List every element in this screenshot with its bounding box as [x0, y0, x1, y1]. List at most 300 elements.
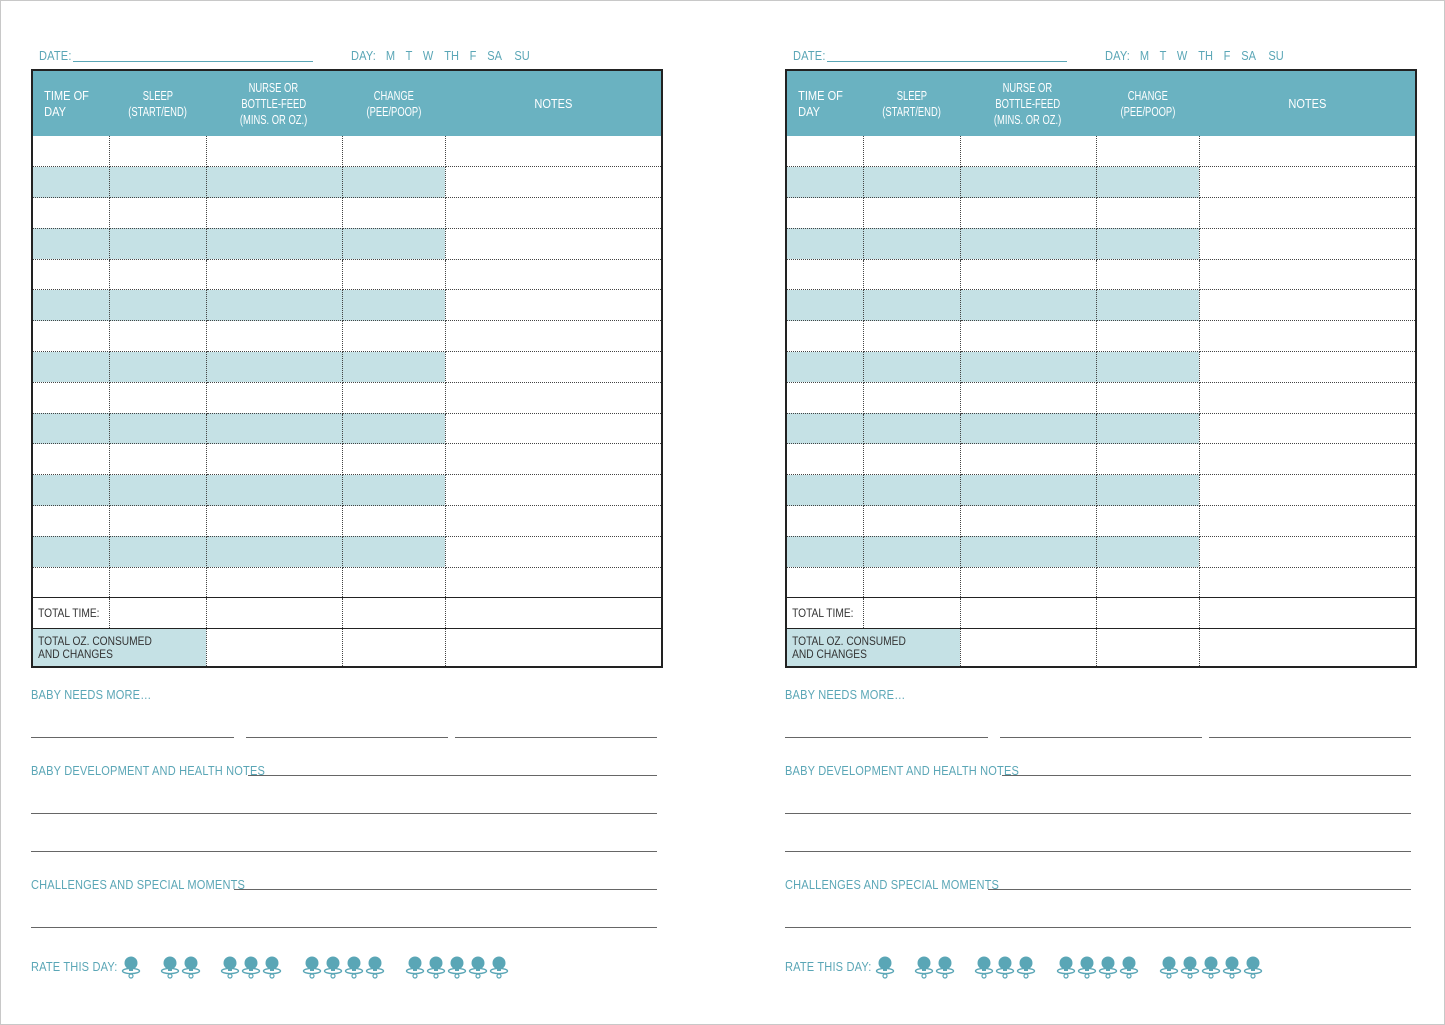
pacifier-icon [914, 955, 934, 979]
log-cell[interactable] [863, 506, 960, 537]
pacifier-icon [160, 955, 180, 979]
write-line[interactable] [31, 737, 234, 738]
log-cell[interactable] [1199, 536, 1416, 567]
log-cell[interactable] [445, 506, 662, 537]
baby-needs-more-label: BABY NEEDS MORE… [31, 687, 152, 702]
log-cell[interactable] [445, 413, 662, 444]
log-cell[interactable] [32, 506, 109, 537]
total-oz-row [32, 629, 662, 667]
rating-option-4[interactable] [302, 955, 386, 979]
write-line[interactable] [246, 737, 448, 738]
pacifier-icon [1222, 955, 1242, 979]
total-cell[interactable] [206, 598, 342, 629]
write-line[interactable] [1002, 775, 1411, 776]
write-line[interactable] [988, 889, 1411, 890]
log-cell[interactable] [1096, 167, 1199, 198]
pacifier-icon [489, 955, 509, 979]
log-cell[interactable] [445, 382, 662, 413]
log-cell[interactable] [1096, 259, 1199, 290]
log-cell[interactable] [1199, 259, 1416, 290]
log-cell[interactable] [960, 167, 1096, 198]
log-cell[interactable] [109, 290, 206, 321]
log-cell[interactable] [206, 536, 342, 567]
total-cell[interactable] [1199, 598, 1416, 629]
day-option[interactable]: SU [514, 48, 530, 63]
log-cell[interactable] [109, 259, 206, 290]
day-option[interactable]: SU [1268, 48, 1284, 63]
challenges-label: CHALLENGES AND SPECIAL MOMENTS [31, 877, 246, 892]
total-time-label-cell: TOTAL TIME: [786, 598, 863, 629]
table-row [32, 136, 662, 167]
log-cell[interactable] [445, 290, 662, 321]
table-row [786, 506, 1416, 537]
log-cell[interactable] [445, 228, 662, 259]
rating-option-2[interactable] [160, 955, 202, 979]
log-cell[interactable] [786, 567, 863, 598]
write-line[interactable] [455, 737, 657, 738]
log-cell[interactable] [1096, 136, 1199, 167]
log-cell[interactable] [960, 352, 1096, 383]
day-option[interactable]: M [1139, 48, 1150, 63]
day-option[interactable]: W [1176, 48, 1188, 63]
log-cell[interactable] [960, 413, 1096, 444]
log-cell[interactable] [960, 290, 1096, 321]
log-cell[interactable] [109, 228, 206, 259]
pacifier-icon [365, 955, 385, 979]
write-line[interactable] [31, 851, 657, 852]
log-cell[interactable] [206, 444, 342, 475]
total-cell[interactable] [863, 598, 960, 629]
log-cell[interactable] [786, 413, 863, 444]
challenges-label: CHALLENGES AND SPECIAL MOMENTS [785, 877, 1000, 892]
log-cell[interactable] [32, 444, 109, 475]
log-cell[interactable] [342, 167, 445, 198]
log-cell[interactable] [1199, 475, 1416, 506]
log-cell[interactable] [786, 228, 863, 259]
total-oz-label-cell: TOTAL OZ. CONSUMED AND CHANGES [786, 629, 960, 667]
log-cell[interactable] [863, 259, 960, 290]
table-row [32, 382, 662, 413]
rating-option-1[interactable] [875, 955, 896, 979]
log-cell[interactable] [1199, 567, 1416, 598]
log-cell[interactable] [863, 352, 960, 383]
day-option[interactable]: M [385, 48, 396, 63]
log-cell[interactable] [206, 382, 342, 413]
log-cell[interactable] [960, 444, 1096, 475]
table-row [786, 382, 1416, 413]
total-cell[interactable] [445, 598, 662, 629]
day-option[interactable]: SA [487, 48, 503, 63]
log-cell[interactable] [786, 475, 863, 506]
rating-option-2[interactable] [914, 955, 956, 979]
pacifier-icon [1201, 955, 1221, 979]
log-cell[interactable] [1096, 382, 1199, 413]
day-label: DAY: [351, 48, 377, 63]
log-cell[interactable] [206, 167, 342, 198]
write-line[interactable] [248, 775, 657, 776]
total-cell[interactable] [1096, 629, 1199, 667]
log-cell[interactable] [1096, 321, 1199, 352]
log-cell[interactable] [206, 290, 342, 321]
log-cell[interactable] [109, 382, 206, 413]
date-label: DATE: [39, 48, 72, 63]
log-cell[interactable] [109, 136, 206, 167]
log-cell[interactable] [786, 506, 863, 537]
log-cell[interactable] [786, 382, 863, 413]
log-cell[interactable] [960, 475, 1096, 506]
log-cell[interactable] [1199, 136, 1416, 167]
log-cell[interactable] [1199, 506, 1416, 537]
table-row [786, 136, 1416, 167]
log-cell[interactable] [32, 198, 109, 229]
pacifier-icon [426, 955, 446, 979]
log-cell[interactable] [786, 290, 863, 321]
pacifier-icon [875, 955, 895, 979]
log-cell[interactable] [445, 475, 662, 506]
log-cell[interactable] [445, 444, 662, 475]
day-option[interactable]: TH [1198, 48, 1214, 63]
log-cell[interactable] [109, 444, 206, 475]
table-row [786, 259, 1416, 290]
pacifier-icon [302, 955, 322, 979]
log-cell[interactable] [960, 259, 1096, 290]
log-cell[interactable] [863, 321, 960, 352]
table-row [32, 259, 662, 290]
log-cell[interactable] [786, 536, 863, 567]
log-cell[interactable] [786, 352, 863, 383]
log-cell[interactable] [109, 506, 206, 537]
log-cell[interactable] [206, 475, 342, 506]
log-cell[interactable] [206, 352, 342, 383]
log-cell[interactable] [445, 136, 662, 167]
total-cell[interactable] [109, 598, 206, 629]
total-time-row [32, 598, 662, 629]
pacifier-icon [241, 955, 261, 979]
write-line[interactable] [785, 737, 988, 738]
table-row [32, 475, 662, 506]
log-cell[interactable] [206, 413, 342, 444]
day-option[interactable]: SA [1241, 48, 1257, 63]
col-header-sleep: SLEEP (START/END) [109, 70, 206, 136]
total-cell[interactable] [342, 598, 445, 629]
log-cell[interactable] [1096, 536, 1199, 567]
baby-needs-more-label: BABY NEEDS MORE… [785, 687, 906, 702]
pacifier-icon [1119, 955, 1139, 979]
log-cell[interactable] [786, 136, 863, 167]
log-cell[interactable] [32, 136, 109, 167]
day-options [1139, 48, 1294, 63]
total-cell[interactable] [445, 629, 662, 667]
table-row [786, 352, 1416, 383]
log-cell[interactable] [445, 259, 662, 290]
rate-label: RATE THIS DAY: [785, 959, 872, 974]
log-cell[interactable] [960, 567, 1096, 598]
log-cell[interactable] [206, 506, 342, 537]
log-cell[interactable] [1096, 475, 1199, 506]
log-cell[interactable] [445, 352, 662, 383]
table-row [32, 290, 662, 321]
day-option[interactable]: W [422, 48, 434, 63]
log-cell[interactable] [342, 290, 445, 321]
log-cell[interactable] [786, 259, 863, 290]
log-cell[interactable] [1199, 198, 1416, 229]
date-day-row [793, 48, 1413, 66]
date-field[interactable] [73, 61, 313, 62]
log-cell[interactable] [109, 321, 206, 352]
pacifier-icon [1243, 955, 1263, 979]
log-cell[interactable] [863, 228, 960, 259]
pacifier-icon [995, 955, 1015, 979]
log-cell[interactable] [863, 475, 960, 506]
day-options [385, 48, 540, 63]
pacifier-icon [405, 955, 425, 979]
table-row [32, 167, 662, 198]
log-cell[interactable] [786, 321, 863, 352]
log-cell[interactable] [786, 167, 863, 198]
log-cell[interactable] [32, 475, 109, 506]
write-line[interactable] [1000, 737, 1202, 738]
table-row [786, 444, 1416, 475]
pacifier-icon [121, 955, 141, 979]
write-line[interactable] [785, 813, 1411, 814]
log-cell[interactable] [960, 136, 1096, 167]
log-cell[interactable] [960, 382, 1096, 413]
log-cell[interactable] [1199, 382, 1416, 413]
pacifier-icon [935, 955, 955, 979]
day-label: DAY: [1105, 48, 1131, 63]
development-notes-label: BABY DEVELOPMENT AND HEALTH NOTES [31, 763, 266, 778]
total-time-label-cell: TOTAL TIME: [32, 598, 109, 629]
rating-option-1[interactable] [121, 955, 142, 979]
log-cell[interactable] [32, 567, 109, 598]
log-cell[interactable] [863, 413, 960, 444]
table-row [32, 444, 662, 475]
log-cell[interactable] [206, 259, 342, 290]
log-cell[interactable] [1096, 352, 1199, 383]
feeding-log-table [31, 69, 663, 668]
log-cell[interactable] [863, 136, 960, 167]
date-field[interactable] [827, 61, 1067, 62]
log-cell[interactable] [786, 198, 863, 229]
log-cell[interactable] [206, 321, 342, 352]
table-row [786, 198, 1416, 229]
pacifier-icon [1056, 955, 1076, 979]
table-row [786, 475, 1416, 506]
table-row [786, 228, 1416, 259]
log-cell[interactable] [32, 228, 109, 259]
log-cell[interactable] [32, 321, 109, 352]
log-cell[interactable] [1199, 167, 1416, 198]
log-cell[interactable] [342, 259, 445, 290]
log-cell[interactable] [206, 198, 342, 229]
pacifier-icon [220, 955, 240, 979]
rating-option-4[interactable] [1056, 955, 1140, 979]
write-line[interactable] [1209, 737, 1411, 738]
log-cell[interactable] [960, 198, 1096, 229]
rating-option-5[interactable] [405, 955, 510, 979]
col-header-feed: NURSE OR BOTTLE-FEED (MINS. OR OZ.) [960, 70, 1096, 136]
col-header-change: CHANGE (PEE/POOP) [1096, 70, 1199, 136]
table-row [786, 290, 1416, 321]
date-label: DATE: [793, 48, 826, 63]
log-cell[interactable] [445, 167, 662, 198]
rating-option-3[interactable] [974, 955, 1037, 979]
pacifier-icon [323, 955, 343, 979]
table-row [32, 567, 662, 598]
table-row [786, 413, 1416, 444]
log-cell[interactable] [206, 136, 342, 167]
log-cell[interactable] [32, 536, 109, 567]
log-cell[interactable] [206, 567, 342, 598]
log-cell[interactable] [342, 536, 445, 567]
log-cell[interactable] [960, 321, 1096, 352]
log-cell[interactable] [342, 321, 445, 352]
log-cell[interactable] [1096, 413, 1199, 444]
log-cell[interactable] [32, 413, 109, 444]
table-row [32, 198, 662, 229]
log-cell[interactable] [109, 413, 206, 444]
write-line[interactable] [234, 889, 657, 890]
log-cell[interactable] [445, 321, 662, 352]
log-cell[interactable] [1096, 198, 1199, 229]
log-cell[interactable] [445, 198, 662, 229]
log-cell[interactable] [109, 167, 206, 198]
log-cell[interactable] [863, 444, 960, 475]
table-row [32, 506, 662, 537]
pacifier-icon [1098, 955, 1118, 979]
total-cell[interactable] [1096, 598, 1199, 629]
rating-option-3[interactable] [220, 955, 283, 979]
day-option[interactable]: TH [444, 48, 460, 63]
table-row [32, 352, 662, 383]
log-cell[interactable] [342, 352, 445, 383]
log-cell[interactable] [109, 198, 206, 229]
log-cell[interactable] [445, 536, 662, 567]
log-cell[interactable] [960, 228, 1096, 259]
day-option[interactable]: F [1224, 48, 1231, 63]
log-cell[interactable] [863, 167, 960, 198]
log-cell[interactable] [32, 382, 109, 413]
col-header-feed: NURSE OR BOTTLE-FEED (MINS. OR OZ.) [206, 70, 342, 136]
day-option[interactable]: F [470, 48, 477, 63]
log-cell[interactable] [863, 536, 960, 567]
col-header-time: TIME OF DAY [786, 70, 863, 136]
log-cell[interactable] [1199, 413, 1416, 444]
log-cell[interactable] [342, 475, 445, 506]
write-line[interactable] [785, 927, 1411, 928]
log-cell[interactable] [32, 352, 109, 383]
table-row [32, 536, 662, 567]
log-cell[interactable] [1096, 506, 1199, 537]
total-cell[interactable] [960, 598, 1096, 629]
log-cell[interactable] [1096, 228, 1199, 259]
log-cell[interactable] [342, 413, 445, 444]
total-oz-label-cell: TOTAL OZ. CONSUMED AND CHANGES [32, 629, 206, 667]
write-line[interactable] [785, 851, 1411, 852]
pacifier-icon [262, 955, 282, 979]
log-cell[interactable] [206, 228, 342, 259]
log-cell[interactable] [1199, 290, 1416, 321]
total-cell[interactable] [206, 629, 342, 667]
table-row [786, 567, 1416, 598]
log-cell[interactable] [863, 382, 960, 413]
baby-needs-more-fields [785, 737, 1415, 739]
log-cell[interactable] [342, 198, 445, 229]
pacifier-icon [1077, 955, 1097, 979]
log-cell[interactable] [960, 536, 1096, 567]
feeding-log-table [785, 69, 1417, 668]
table-row [32, 413, 662, 444]
day-option[interactable]: T [405, 48, 413, 63]
col-header-sleep: SLEEP (START/END) [863, 70, 960, 136]
log-cell[interactable] [342, 444, 445, 475]
log-cell[interactable] [342, 136, 445, 167]
log-cell[interactable] [109, 536, 206, 567]
baby-needs-more-fields [31, 737, 661, 739]
log-cell[interactable] [445, 567, 662, 598]
write-line[interactable] [31, 813, 657, 814]
log-cell[interactable] [1199, 321, 1416, 352]
total-cell[interactable] [342, 629, 445, 667]
pacifier-icon [447, 955, 467, 979]
log-cell[interactable] [1199, 228, 1416, 259]
pacifier-icon [468, 955, 488, 979]
log-cell[interactable] [342, 228, 445, 259]
write-line[interactable] [31, 927, 657, 928]
col-header-notes: NOTES [1199, 70, 1416, 136]
log-cell[interactable] [786, 444, 863, 475]
log-cell[interactable] [109, 352, 206, 383]
pacifier-icon [1016, 955, 1036, 979]
log-cell[interactable] [32, 290, 109, 321]
rating-option-5[interactable] [1159, 955, 1264, 979]
rate-this-day [31, 955, 661, 981]
total-cell[interactable] [1199, 629, 1416, 667]
rate-this-day [785, 955, 1415, 981]
log-cell[interactable] [342, 567, 445, 598]
pacifier-icon [344, 955, 364, 979]
pacifier-icon [1180, 955, 1200, 979]
table-header-row [32, 70, 662, 136]
log-cell[interactable] [863, 567, 960, 598]
rate-label: RATE THIS DAY: [31, 959, 118, 974]
development-notes-label: BABY DEVELOPMENT AND HEALTH NOTES [785, 763, 1020, 778]
log-cell[interactable] [863, 290, 960, 321]
total-cell[interactable] [960, 629, 1096, 667]
log-cell[interactable] [1096, 444, 1199, 475]
table-row [786, 536, 1416, 567]
log-cell[interactable] [863, 198, 960, 229]
log-cell[interactable] [109, 567, 206, 598]
table-row [32, 228, 662, 259]
log-cell[interactable] [1096, 290, 1199, 321]
log-cell[interactable] [342, 382, 445, 413]
log-cell[interactable] [109, 475, 206, 506]
pacifier-icon [181, 955, 201, 979]
log-cell[interactable] [1199, 444, 1416, 475]
log-cell[interactable] [1199, 352, 1416, 383]
col-header-time: TIME OF DAY [32, 70, 109, 136]
day-option[interactable]: T [1159, 48, 1167, 63]
total-time-row [786, 598, 1416, 629]
table-row [32, 321, 662, 352]
log-cell[interactable] [960, 506, 1096, 537]
col-header-change: CHANGE (PEE/POOP) [342, 70, 445, 136]
log-cell[interactable] [1096, 567, 1199, 598]
log-cell[interactable] [32, 259, 109, 290]
log-cell[interactable] [32, 167, 109, 198]
log-cell[interactable] [342, 506, 445, 537]
